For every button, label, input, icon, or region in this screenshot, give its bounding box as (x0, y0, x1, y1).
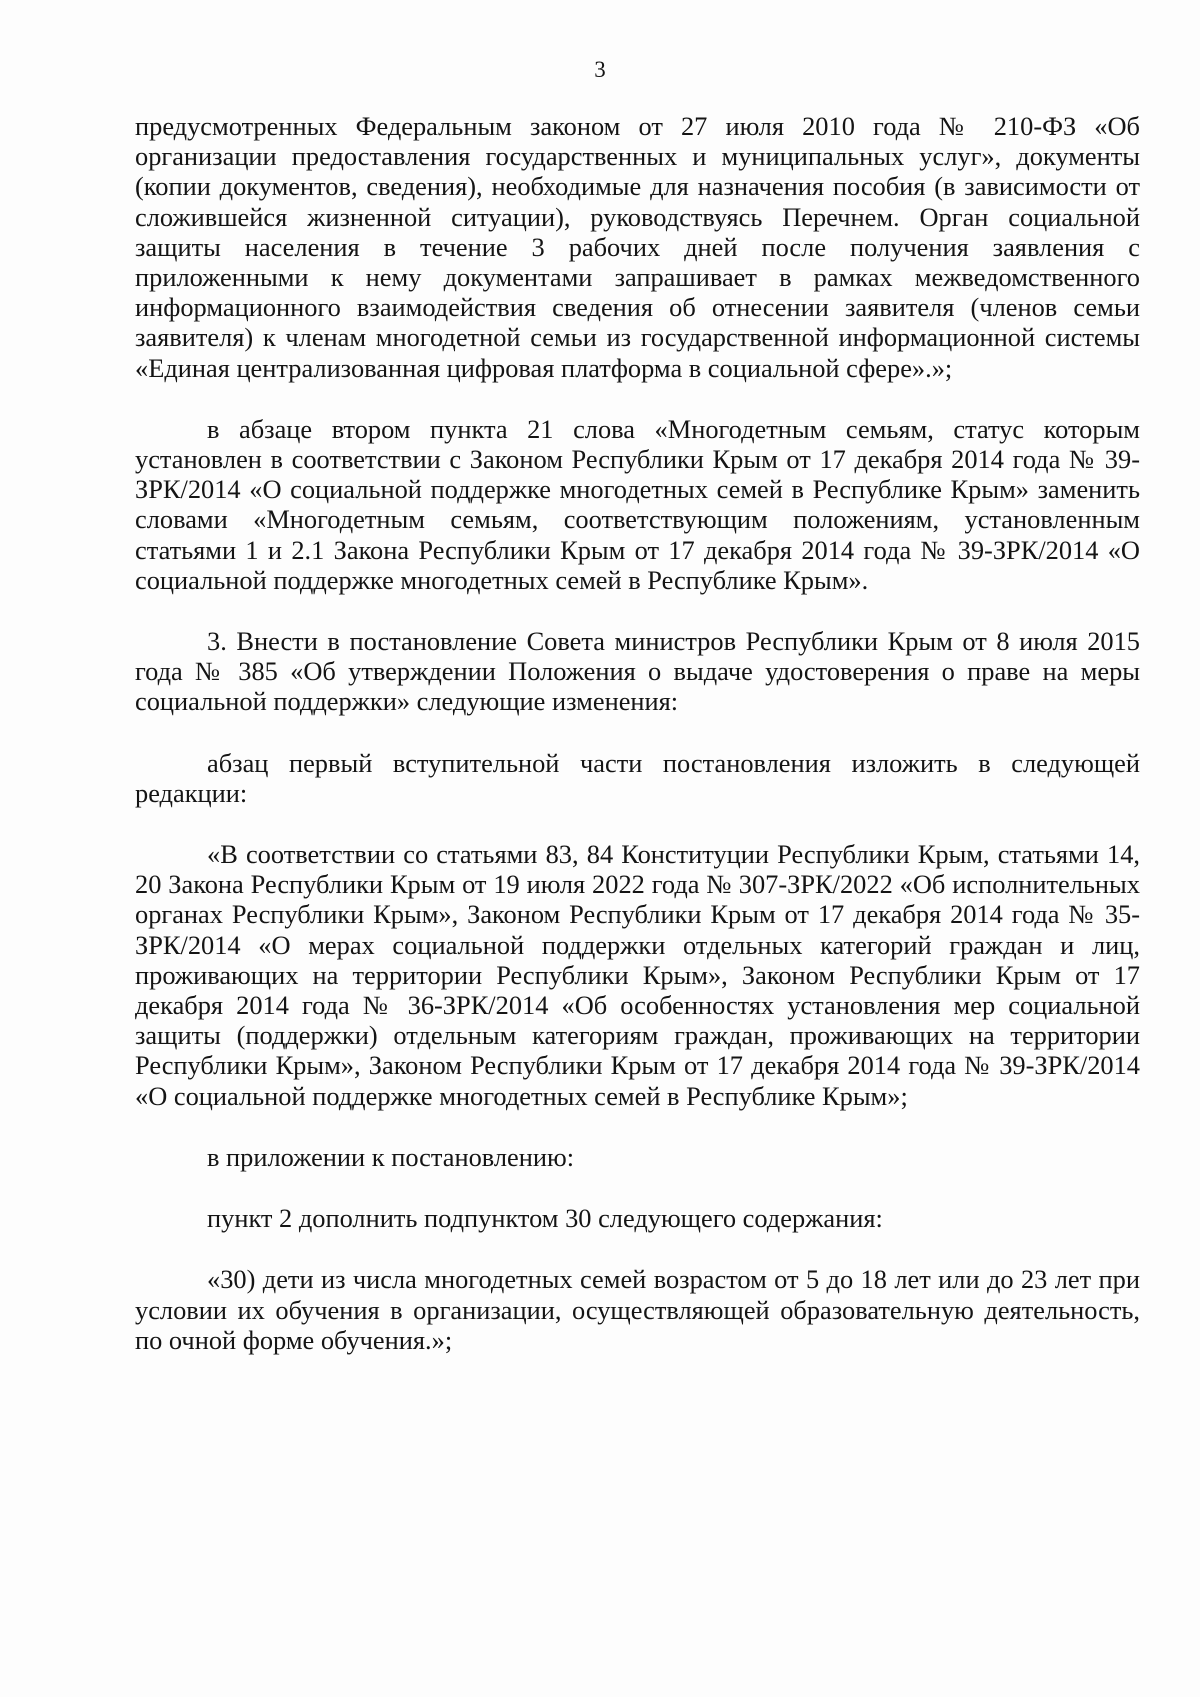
paragraph-appendix-intro: в приложении к постановлению: (207, 1141, 575, 1172)
paragraph-continuation: предусмотренных Федеральным законом от 27 июля 2010 года № 210-ФЗ «Об организации предоставления государственных и муниципальных услуг», документы (копии документов, сведения), необходимые для назначения пособия (в зависимости от сложившейся жизненной ситуации), руководствуясь Перечнем. Орган социальной защиты населения в течение 3 рабочих дней после получения заявления с приложенными к нему документами запрашивает в рамках межведомственного информационного взаимодействия сведения об отнесении заявителя (членов семьи заявителя) к членам многодетной семьи из государственной информационной системы «Единая централизованная цифровая платформа в социальной сфере».»; (135, 111, 1140, 383)
paragraph-preamble-text: «В соответствии со статьями 83, 84 Конституции Республики Крым, статьями 14, 20 Закона Республики Крым от 19 июля 2022 года № 307-ЗРК/2022 «Об исполнительных органах Республики Крым», Законом Республики Крым от 17 декабря 2014 года № 35-ЗРК/2014 «О мерах социальной поддержки отдельных категорий граждан и лиц, проживающих на территории Республики Крым», Законом Республики Крым от 17 декабря 2014 года № 36-ЗРК/2014 «Об особенностях установления мер социальной защиты (поддержки) отдельным категориям граждан, проживающих на территории Республики Крым», Законом Республики Крым от 17 декабря 2014 года № 39-ЗРК/2014 «О социальной поддержке многодетных семей в Республике Крым»; (135, 839, 1140, 1111)
paragraph-item-21-amendment: в абзаце втором пункта 21 слова «Многодетным семьям, статус которым установлен в соответствии с Законом Республики Крым от 17 декабря 2014 года № 39-ЗРК/2014 «О социальной поддержке многодетных семей в Республике Крым» заменить словами «Многодетным семьям, соответствующим положениям, установленным статьями 1 и 2.1 Закона Республики Крым от 17 декабря 2014 года № 39-ЗРК/2014 «О социальной поддержке многодетных семей в Республике Крым». (135, 413, 1140, 595)
page-number: 3 (594, 57, 606, 82)
paragraph-section-3: 3. Внести в постановление Совета министров Республики Крым от 8 июля 2015 года № 385 «Об утверждении Положения о выдаче удостоверения о праве на меры социальной поддержки» следующие изменения: (135, 626, 1140, 717)
document-body (135, 111, 1140, 1355)
paragraph-item-2-addition: пункт 2 дополнить подпунктом 30 следующего содержания: (207, 1203, 883, 1234)
paragraph-preamble-amendment: абзац первый вступительной части постановления изложить в следующей редакции: (135, 747, 1140, 808)
paragraph-subitem-30: «30) дети из числа многодетных семей возрастом от 5 до 18 лет или до 23 лет при условии их обучения в организации, осуществляющей образовательную деятельность, по очной форме обучения.»; (135, 1264, 1140, 1355)
